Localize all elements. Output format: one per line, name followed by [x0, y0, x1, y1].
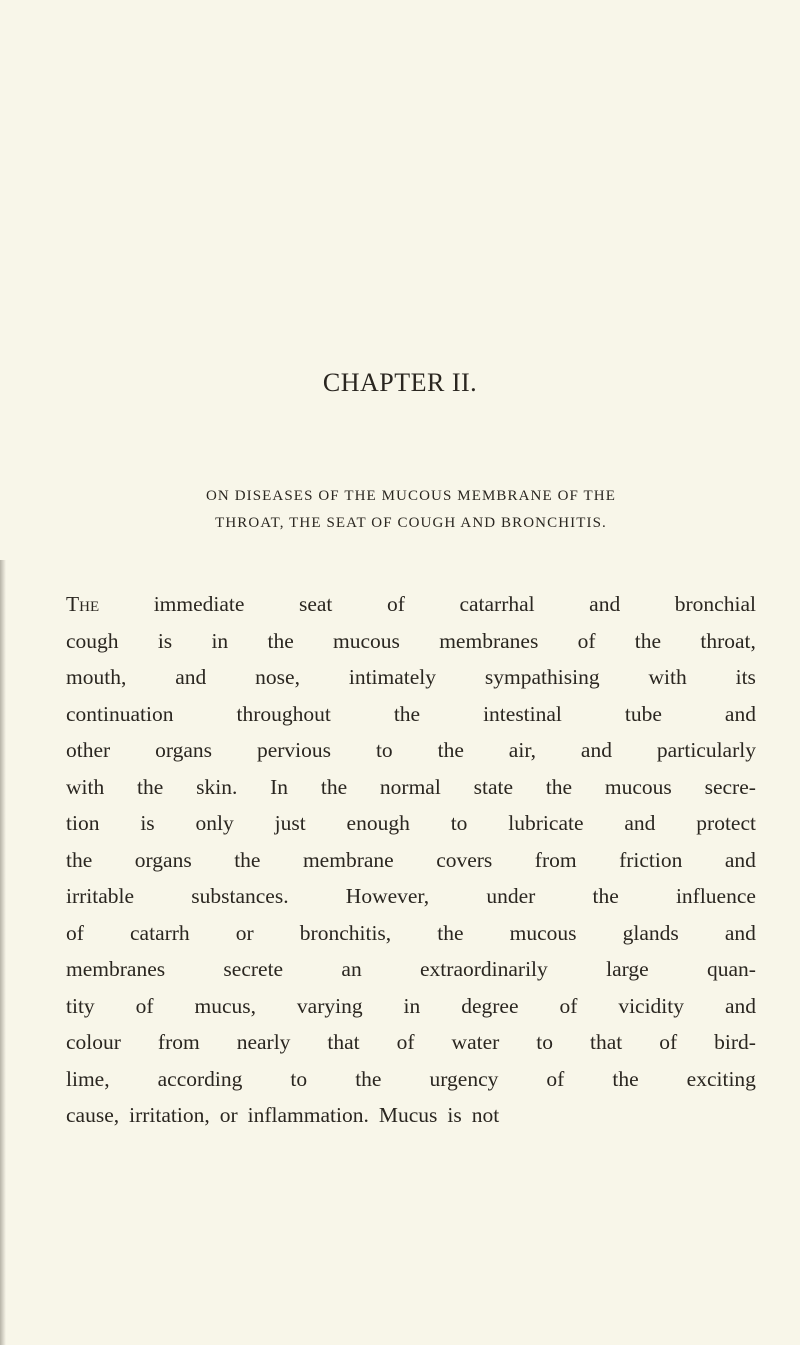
- body-word: bronchitis,: [299, 920, 392, 945]
- body-word: enough: [346, 811, 410, 835]
- body-word: that: [327, 1030, 360, 1054]
- body-word: of: [659, 1030, 678, 1054]
- chapter-subtitle: [66, 483, 756, 537]
- body-word: continuation: [66, 701, 174, 726]
- body-word: of: [559, 993, 578, 1018]
- body-word: in: [403, 993, 421, 1018]
- body-word: covers: [436, 847, 493, 872]
- binding-gutter-shadow: [0, 560, 6, 1345]
- body-word: to: [375, 738, 393, 762]
- body-word: membranes: [439, 628, 539, 653]
- body-word: the: [355, 1066, 382, 1091]
- body-word: of: [577, 628, 596, 653]
- body-word: with: [66, 774, 105, 799]
- body-word: sympathising: [484, 665, 600, 689]
- body-word: exciting: [686, 1066, 756, 1091]
- body-word: throughout: [236, 701, 331, 726]
- body-word: air,: [508, 738, 536, 762]
- body-word: just: [274, 811, 306, 835]
- body-line: [66, 878, 756, 915]
- body-word: and: [724, 847, 756, 872]
- lead-word: The: [66, 592, 100, 616]
- body-word: not: [471, 1103, 500, 1127]
- body-word: However,: [345, 884, 430, 908]
- body-word: friction: [619, 847, 683, 872]
- body-word: under: [486, 884, 536, 908]
- body-word: and: [624, 811, 656, 835]
- body-word: is: [157, 628, 173, 653]
- body-word: bird-: [714, 1030, 756, 1054]
- body-line: [66, 623, 756, 660]
- body-word: and: [580, 738, 612, 762]
- body-word: other: [66, 738, 111, 762]
- body-word: nose,: [255, 665, 300, 689]
- body-word: of: [396, 1030, 415, 1054]
- body-line: [66, 659, 756, 696]
- body-line: [66, 696, 756, 733]
- body-word: normal: [379, 774, 441, 799]
- body-word: state: [473, 774, 514, 799]
- body-word: its: [735, 665, 756, 689]
- body-word: the: [437, 920, 464, 945]
- body-word: secre-: [704, 774, 756, 799]
- body-word: in: [211, 628, 229, 653]
- body-word: the: [320, 774, 348, 799]
- body-line: [66, 1097, 756, 1134]
- body-word: according: [157, 1066, 243, 1091]
- body-word: tube: [624, 701, 662, 726]
- body-word: the: [66, 847, 93, 872]
- body-word: the: [634, 628, 662, 653]
- body-word: of: [135, 993, 154, 1018]
- body-word: irritation,: [129, 1103, 210, 1127]
- body-word: of: [66, 920, 84, 945]
- body-word: secrete: [223, 957, 284, 981]
- body-word: protect: [696, 811, 756, 835]
- body-word: nearly: [236, 1030, 291, 1054]
- body-word: lime,: [66, 1066, 110, 1091]
- body-word: and: [724, 920, 756, 945]
- body-word: intimately: [348, 665, 437, 689]
- body-word: quan-: [707, 957, 756, 981]
- body-word: from: [157, 1030, 200, 1054]
- body-word: of: [546, 1066, 565, 1091]
- body-line: [66, 988, 756, 1025]
- body-word: is: [447, 1103, 462, 1127]
- body-line: [66, 1024, 756, 1061]
- body-line: [66, 842, 756, 879]
- body-word: tity: [66, 993, 95, 1018]
- body-word: and: [175, 665, 207, 689]
- body-word: mucous: [604, 774, 672, 799]
- body-word: the: [437, 738, 464, 762]
- body-word: extraordinarily: [420, 957, 548, 981]
- body-word: or: [235, 920, 254, 945]
- body-line: [66, 769, 756, 806]
- body-word: the: [592, 884, 619, 908]
- body-word: intestinal: [483, 701, 562, 726]
- body-word: pervious: [256, 738, 332, 762]
- body-word: that: [590, 1030, 623, 1054]
- body-word: tion: [66, 811, 100, 835]
- body-word: seat: [298, 592, 333, 616]
- body-line: [66, 951, 756, 988]
- body-paragraph: [66, 586, 756, 1134]
- body-word: mucous: [509, 920, 577, 945]
- body-word: urgency: [429, 1066, 499, 1091]
- body-word: Mucus: [378, 1103, 438, 1127]
- body-word: is: [140, 811, 155, 835]
- body-word: organs: [134, 847, 192, 872]
- body-word: inflammation.: [247, 1103, 369, 1127]
- body-word: influence: [675, 884, 756, 908]
- subtitle-line: THROAT, THE SEAT OF COUGH AND BRONCHITIS.: [215, 515, 607, 531]
- body-word: and: [724, 993, 756, 1018]
- body-word: cough: [66, 628, 119, 653]
- body-word: or: [219, 1103, 238, 1127]
- body-word: skin.: [196, 774, 238, 799]
- body-line: [66, 732, 756, 769]
- body-word: glands: [622, 920, 679, 945]
- body-word: colour: [66, 1030, 121, 1054]
- body-word: mucus,: [194, 993, 256, 1018]
- body-word: catarrh: [130, 920, 190, 945]
- body-word: membranes: [66, 957, 166, 981]
- body-word: cause,: [66, 1103, 120, 1127]
- body-word: bronchial: [674, 592, 756, 616]
- body-word: mucous: [333, 628, 400, 653]
- body-word: the: [393, 701, 421, 726]
- body-word: irritable: [66, 884, 135, 908]
- body-word: from: [534, 847, 577, 872]
- body-word: and: [589, 592, 621, 616]
- body-word: water: [451, 1030, 500, 1054]
- body-line: [66, 1061, 756, 1098]
- body-word: mouth,: [66, 665, 127, 689]
- body-word: the: [137, 774, 164, 799]
- body-word: to: [290, 1066, 308, 1091]
- body-word: degree: [461, 993, 519, 1018]
- body-word: large: [606, 957, 649, 981]
- body-word: to: [450, 811, 468, 835]
- body-word: membrane: [302, 847, 394, 872]
- body-line: [66, 805, 756, 842]
- body-word: only: [195, 811, 234, 835]
- body-line: [66, 586, 756, 623]
- body-word: the: [545, 774, 573, 799]
- body-word: to: [536, 1030, 554, 1054]
- subtitle-line: ON DISEASES OF THE MUCOUS MEMBRANE OF THE: [205, 488, 616, 504]
- body-word: of: [386, 592, 405, 616]
- body-word: substances.: [191, 884, 289, 908]
- chapter-title: CHAPTER II.: [322, 368, 478, 397]
- body-word: catarrhal: [459, 592, 535, 616]
- body-word: an: [341, 957, 362, 981]
- body-word: throat,: [700, 628, 756, 653]
- body-word: the: [612, 1066, 639, 1091]
- body-word: organs: [155, 738, 213, 762]
- body-word: vicidity: [618, 993, 684, 1018]
- body-word: particularly: [656, 738, 756, 762]
- body-word: varying: [296, 993, 363, 1018]
- body-word: In: [270, 774, 289, 799]
- body-line: [66, 915, 756, 952]
- body-word: the: [267, 628, 294, 653]
- body-word: lubricate: [508, 811, 584, 835]
- body-word: with: [648, 665, 687, 689]
- body-word: and: [724, 701, 756, 726]
- body-word: immediate: [153, 592, 245, 616]
- body-word: the: [234, 847, 261, 872]
